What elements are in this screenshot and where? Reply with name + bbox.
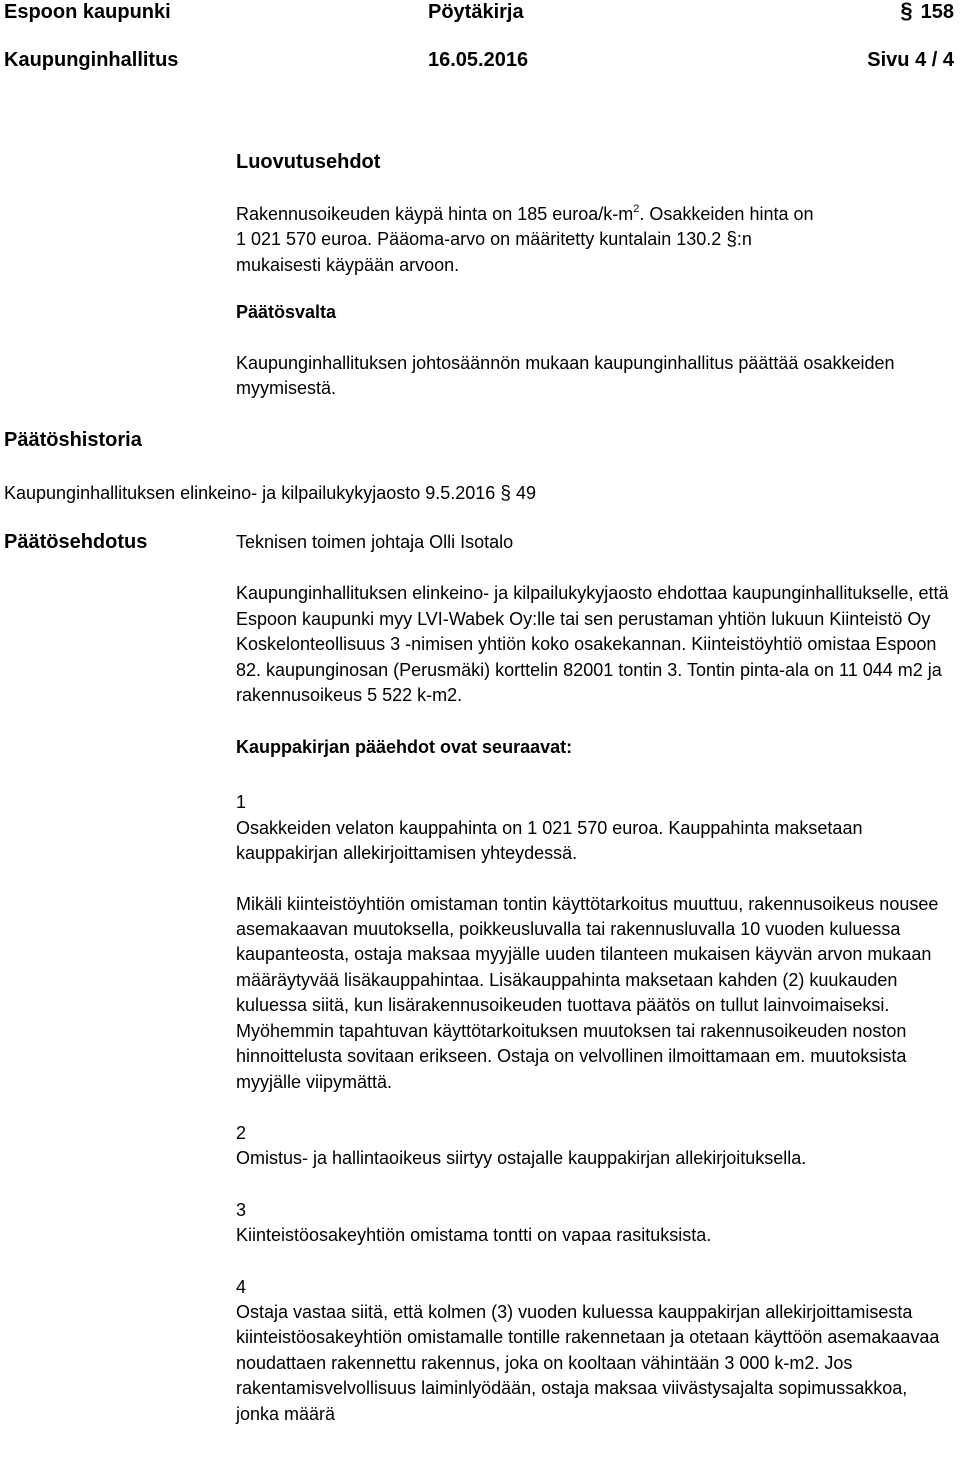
page-section-number bbox=[900, 0, 954, 24]
term-number: 4 bbox=[236, 1276, 247, 1297]
paatosvalta-section bbox=[236, 300, 952, 402]
section-number: 158 bbox=[920, 1, 954, 23]
price-line-b: . Osakkeiden hinta on bbox=[639, 204, 814, 224]
terms-heading: Kauppakirjan pääehdot ovat seuraavat: bbox=[236, 737, 573, 758]
paatoshistoria-label: Päätöshistoria bbox=[4, 429, 142, 451]
price-line-a: Rakennusoikeuden käypä hinta on 185 euroa/k-m bbox=[236, 204, 634, 224]
term-item bbox=[236, 790, 952, 1094]
paatosehdotus-section bbox=[236, 530, 952, 1427]
paatosvalta-heading: Päätösvalta bbox=[236, 302, 337, 322]
term-item bbox=[236, 1198, 952, 1249]
presenter-line: Teknisen toimen johtaja Olli Isotalo bbox=[236, 532, 514, 552]
term-paragraph: Kiinteistöosakeyhtiön omistama tontti on vapaa rasituksista. bbox=[236, 1225, 712, 1246]
term-number: 3 bbox=[236, 1199, 247, 1220]
paatosehdotus-label: Päätösehdotus bbox=[4, 531, 148, 553]
terms-list bbox=[236, 790, 952, 1427]
luovutusehdot-section bbox=[236, 150, 952, 278]
history-entry-number: 49 bbox=[515, 483, 536, 503]
term-item bbox=[236, 1121, 952, 1172]
term-paragraph: Omistus- ja hallintaoikeus siirtyy ostajalle kauppakirjan allekirjoituksella. bbox=[236, 1148, 807, 1169]
term-paragraph: Mikäli kiinteistöyhtiön omistaman tontin käyttötarkoitus muuttuu, rakennusoikeus nousee asemakaavan muutoksella, poikkeusluvalla tai rakennusluvalla 10 vuoden kuluessa kaupanteosta, ostaja maksaa myyjälle uuden tilanteen mukaisen käyvän arvon mukaan määräytyvää lisäkauppahintaa. Lisäkauppahinta maksetaan kahden (2) kuukauden kuluessa siitä, kun lisärakennusoikeuden tuottava päätös on tullut lainvoimaiseksi. Myöhemmin tapahtuvan käyttötarkoituksen muutoksen tai rakennusoikeuden noston hinnoittelusta sovitaan erikseen. Ostaja on velvollinen ilmoittamaan em. muutoksista myyjälle viipymättä. bbox=[236, 893, 939, 1092]
section-mark-icon: § bbox=[726, 229, 737, 251]
meeting-date: 16.05.2016 bbox=[428, 49, 529, 71]
term-paragraph: Osakkeiden velaton kauppahinta on 1 021 570 euroa. Kauppahinta maksetaan kauppakirjan allekirjoittamisen yhteydessä. bbox=[236, 817, 863, 864]
luovutusehdot-text bbox=[236, 202, 952, 278]
value-line-end: :n bbox=[736, 229, 752, 250]
term-number: 1 bbox=[236, 792, 247, 813]
paatoshistoria-entry bbox=[4, 481, 536, 506]
section-mark-icon: § bbox=[500, 483, 511, 504]
page-label: Sivu 4 / 4 bbox=[867, 49, 954, 71]
superscript-2: 2 bbox=[633, 203, 640, 215]
meeting-body: Kaupunginhallitus bbox=[4, 49, 179, 71]
org-name: Espoon kaupunki bbox=[4, 1, 171, 23]
luovutusehdot-heading: Luovutusehdot bbox=[236, 151, 381, 173]
value-line-3: mukaisesti käypään arvoon. bbox=[236, 254, 460, 275]
proposal-text: Kaupunginhallituksen elinkeino- ja kilpailukykyjaosto ehdottaa kaupunginhallitukselle, että Espoon kaupunki myy LVI-Wabek Oy:lle tai sen perustaman yhtiön lukuun Kiinteistö Oy Koskelonteollisuus 3 -nimisen yhtiön koko osakekannan. Kiinteistöyhtiö omistaa Espoon 82. kaupunginosan (Perusmäki) korttelin 82001 tontin 3. Tontin pinta-ala on 11 044 m2 ja rakennusoikeus 5 522 k-m2. bbox=[236, 583, 949, 706]
term-number: 2 bbox=[236, 1122, 247, 1143]
document-type: Pöytäkirja bbox=[428, 1, 524, 23]
section-mark-icon: § bbox=[900, 0, 913, 23]
value-line: 1 021 570 euroa. Pääoma-arvo on määritetty kuntalain 130.2 bbox=[236, 229, 722, 250]
term-paragraph: Ostaja vastaa siitä, että kolmen (3) vuoden kuluessa kauppakirjan allekirjoittamisesta kiinteistöosakeyhtiön omistamalle tontille rakennetaan ja otetaan käyttöön asemakaavaa noudattaen rakennettu rakennus, joka on kooltaan vähintään 3 000 k-m2. Jos rakentamisvelvollisuus laiminlyödään, ostaja maksaa viivästysajalta sopimussakkoa, jonka määrä bbox=[236, 1301, 940, 1424]
term-item bbox=[236, 1275, 952, 1427]
paatosvalta-text: Kaupunginhallituksen johtosäännön mukaan kaupunginhallitus päättää osakkeiden myymisestä. bbox=[236, 353, 895, 399]
history-entry-text: Kaupunginhallituksen elinkeino- ja kilpailukykyjaosto 9.5.2016 bbox=[4, 483, 496, 503]
